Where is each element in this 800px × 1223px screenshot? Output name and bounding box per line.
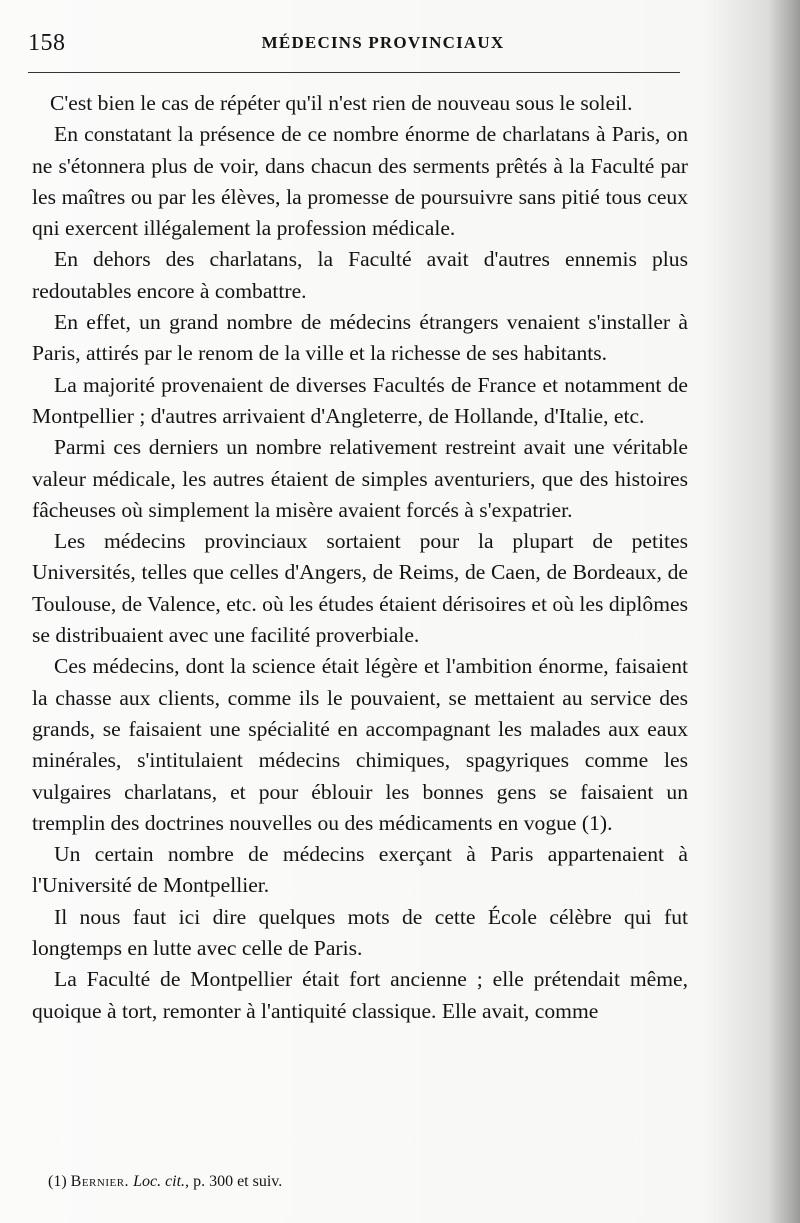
paragraph: En dehors des charlatans, la Faculté avait d'autres ennemis plus redoutables encore à combattre. [32,247,688,303]
page-header [28,30,688,60]
paragraph: C'est bien le cas de répéter qu'il n'est rien de nouveau sous le soleil. [50,91,633,115]
footnote-pages: p. 300 et suiv. [193,1173,283,1190]
paragraph: La Faculté de Montpellier était fort ancienne ; elle prétendait même, quoique à tort, remonter à l'antiquité classique. Elle avait, comme [32,967,688,1023]
paragraph: Un certain nombre de médecins exerçant à Paris appartenaient à l'Université de Montpellier. [32,842,688,898]
header-rule [28,72,680,73]
paragraph: La majorité provenaient de diverses Facultés de France et notamment de Montpellier ; d'autres arrivaient d'Angleterre, de Hollande, d'Italie, etc. [32,372,688,428]
paragraph: En effet, un grand nombre de médecins étrangers venaient s'installer à Paris, attirés par le renom de la ville et la richesse de ses habitants. [32,310,688,366]
paragraph: Ces médecins, dont la science était légère et l'ambition énorme, faisaient la chasse aux clients, comme ils le pouvaient, se mettaient au service des grands, se faisaient une spécialité en accompagnant les malades aux eaux minérales, s'intitulaient médecins chimiques, spagyriques comme les vulgaires charlatans, et pour éblouir les bonnes gens se faisaient un tremplin des doctrines nouvelles ou des médicaments en vogue (1). [32,654,688,835]
footnote-author: Bernier. [70,1173,130,1190]
footnote [48,1171,668,1193]
paragraph: En constatant la présence de ce nombre énorme de charlatans à Paris, on ne s'étonnera plus de voir, dans chacun des serments prêtés à la Faculté par les maîtres ou par les élèves, la promesse de poursuivre sans pitié tous ceux qni exercent illégalement la profession médicale. [32,122,688,241]
paragraph: Parmi ces derniers un nombre relativement restreint avait une véritable valeur médicale, les autres étaient de simples aventuriers, que des histoires fâcheuses où simplement la misère avaient forcés à s'expatrier. [32,435,688,522]
body-text [32,88,688,1027]
page-number: 158 [28,30,66,56]
footnote-citation: Loc. cit., [133,1173,190,1190]
paragraph: Il nous faut ici dire quelques mots de cette École célèbre qui fut longtemps en lutte avec celle de Paris. [32,904,688,961]
running-title: MÉDECINS PROVINCIAUX [261,33,505,52]
footnote-marker: (1) [48,1173,67,1190]
paragraph: Les médecins provinciaux sortaient pour la plupart de petites Universités, telles que celles d'Angers, de Reims, de Caen, de Bordeaux, de Toulouse, de Valence, etc. où les études étaient dérisoires et où les diplômes se distribuaient avec une facilité proverbiale. [32,529,688,648]
